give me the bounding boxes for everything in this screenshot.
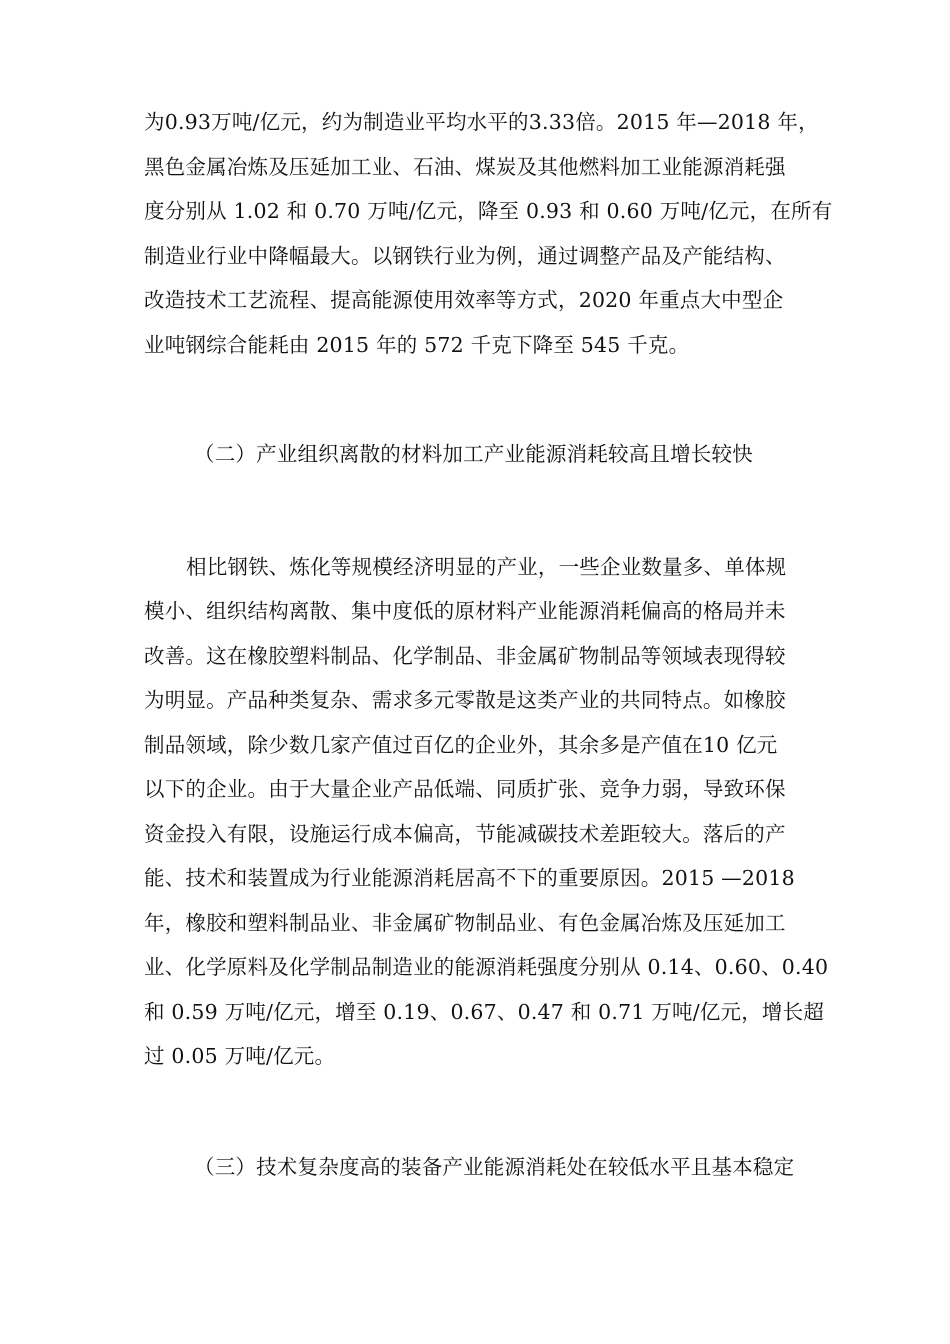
text-line: 过 0.05 万吨/亿元。 <box>144 1044 336 1068</box>
paragraph-spacer <box>144 1079 806 1145</box>
text-line: 模小、组织结构离散、集中度低的原材料产业能源消耗偏高的格局并未 <box>144 599 786 623</box>
text-line: 改造技术工艺流程、提高能源使用效率等方式，2020 年重点大中型企 <box>144 288 784 312</box>
section-heading-2: （二）产业组织离散的材料加工产业能源消耗较高且增长较快 <box>194 442 753 466</box>
paragraph-spacer <box>144 367 806 432</box>
text-line: 年，橡胶和塑料制品业、非金属矿物制品业、有色金属冶炼及压延加工 <box>144 910 786 935</box>
document-body <box>144 100 833 1189</box>
text-line: 改善。这在橡胶塑料制品、化学制品、非金属矿物制品等领域表现得较 <box>144 643 786 668</box>
paragraph-section-2 <box>144 545 829 1079</box>
text-line: 为0.93万吨/亿元，约为制造业平均水平的3.33倍。2015 年—2018 年， <box>144 110 819 134</box>
text-line: 业、化学原料及化学制品制造业的能源消耗强度分别从 0.14、0.60、0.40 <box>144 955 829 979</box>
text-line: 能、技术和装置成为行业能源消耗居高不下的重要原因。2015 —2018 <box>144 866 795 890</box>
text-line: 和 0.59 万吨/亿元，增至 0.19、0.67、0.47 和 0.71 万吨/亿元，增长超 <box>144 999 825 1024</box>
text-line: 资金投入有限，设施运行成本偏高，节能减碳技术差距较大。落后的产 <box>144 821 786 846</box>
text-line: 度分别从 1.02 和 0.70 万吨/亿元，降至 0.93 和 0.60 万吨/亿元，在所有 <box>144 199 833 223</box>
text-line: 业吨钢综合能耗由 2015 年的 572 千克下降至 545 千克。 <box>144 332 690 357</box>
text-line: 以下的企业。由于大量企业产品低端、同质扩张、竞争力弱，导致环保 <box>144 777 786 801</box>
text-line: 制品领域，除少数几家产值过百亿的企业外，其余多是产值在10 亿元 <box>144 732 778 757</box>
paragraph-continuation <box>144 100 833 367</box>
text-line: 为明显。产品种类复杂、需求多元零散是这类产业的共同特点。如橡胶 <box>144 688 786 712</box>
paragraph-spacer <box>144 477 806 545</box>
section-heading-3: （三）技术复杂度高的装备产业能源消耗处在较低水平且基本稳定 <box>194 1154 795 1179</box>
text-line: 制造业行业中降幅最大。以钢铁行业为例，通过调整产品及产能结构、 <box>144 243 786 268</box>
text-line: 相比钢铁、炼化等规模经济明显的产业，一些企业数量多、单体规 <box>186 554 787 579</box>
text-line: 黑色金属冶炼及压延加工业、石油、煤炭及其他燃料加工业能源消耗强 <box>144 154 786 179</box>
